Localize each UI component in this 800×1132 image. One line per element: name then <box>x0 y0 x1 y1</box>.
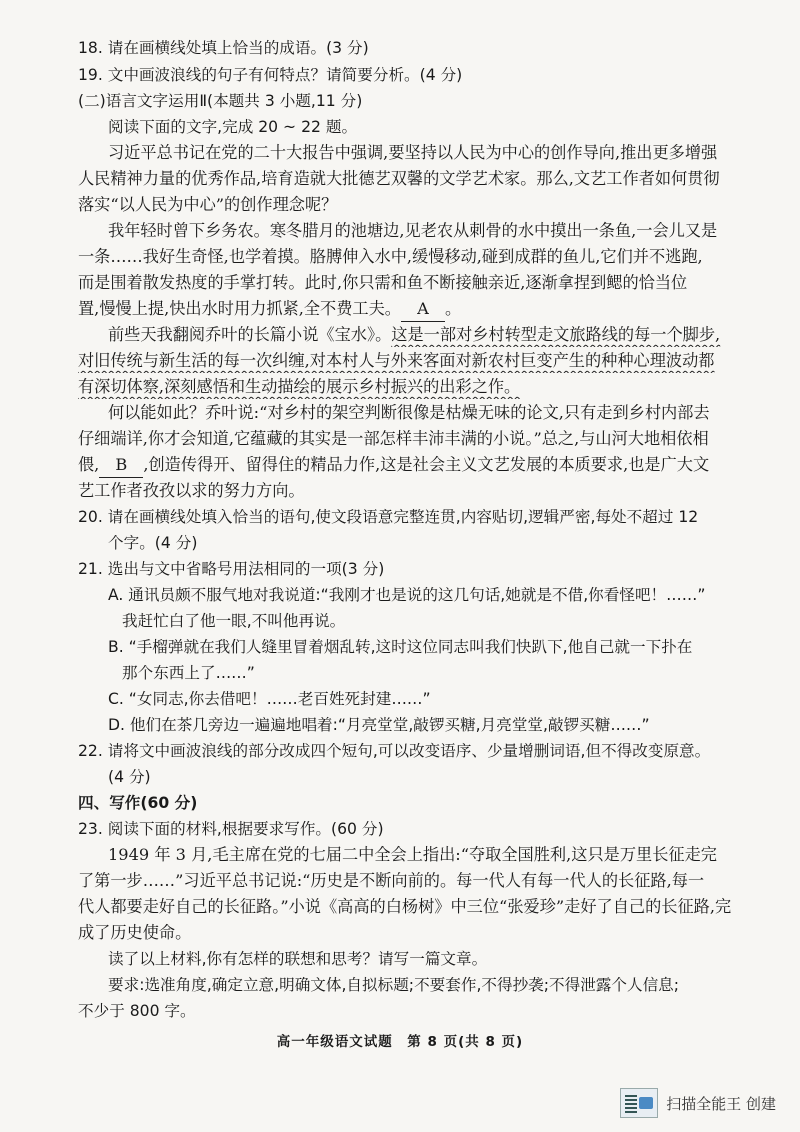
passage-p1-line1: 习近平总书记在党的二十大报告中强调,要坚持以人民为中心的创作导向,推出更多增强 <box>108 143 718 162</box>
passage-p2-line4 <box>78 297 768 322</box>
passage-p3-line1 <box>108 323 768 347</box>
passage-p1-line3: 落实“以人民为中心”的创作理念呢？ <box>78 195 338 214</box>
passage-p4-line4: 艺工作者孜孜以求的努力方向。 <box>78 481 305 500</box>
writing-requirements-line2: 不少于 800 字。 <box>78 1002 196 1020</box>
section-4-heading: 四、写作(60 分) <box>78 794 198 812</box>
question-20-line2: 个字。(4 分) <box>108 534 198 552</box>
passage-p3-line3 <box>78 375 768 399</box>
option-b-line1: B. “手榴弹就在我们人缝里冒着烟乱转,这时这位同志叫我们快趴下,他自己就一下扑在 <box>108 638 693 656</box>
question-20-line1: 20. 请在画横线处填入恰当的语句,使文段语意完整连贯,内容贴切,逻辑严密,每处不超过 12 <box>78 508 699 526</box>
question-18: 18. 请在画横线处填上恰当的成语。(3 分) <box>78 39 369 57</box>
section-2-instruction: 阅读下面的文字,完成 20 ~ 22 题。 <box>108 118 358 136</box>
scanner-watermark <box>620 1088 776 1118</box>
passage-p2-line4-text: 置,慢慢上提,快出水时用力抓紧,全不费工夫。 <box>78 299 401 318</box>
passage-p4-line2: 仔细端详,你才会知道,它蕴藏的其实是一部怎样丰沛丰满的小说。”总之,与山河大地相依相 <box>78 429 709 448</box>
passage-p2-line1: 我年轻时曾下乡务农。寒冬腊月的池塘边,见老农从刺骨的水中摸出一条鱼,一会儿又是 <box>108 221 718 240</box>
question-21-stem: 21. 选出与文中省略号用法相同的一项(3 分) <box>78 560 385 578</box>
material-line1: 1949 年 3 月,毛主席在党的七届二中全会上指出:“夺取全国胜利,这只是万里长征走完 <box>108 845 717 864</box>
material-line3: 代人都要走好自己的长征路。”小说《高高的白杨树》中三位“张爱珍”走好了自己的长征路,完 <box>78 897 732 916</box>
passage-p3-line2 <box>78 349 768 373</box>
writing-requirements-line1: 要求:选准角度,确定立意,明确文体,自拟标题;不要套作,不得抄袭;不得泄露个人信息; <box>108 976 680 994</box>
passage-p1-line2: 人民精神力量的优秀作品,培育造就大批德艺双馨的文学艺术家。那么,文艺工作者如何贯彻 <box>78 169 720 188</box>
section-2-heading: (二)语言文字运用Ⅱ(本题共 3 小题,11 分) <box>78 92 363 110</box>
passage-p2-line3: 而是围着散发热度的手掌打转。此时,你只需和鱼不断接触亲近,逐渐拿捏到鳃的恰当位 <box>78 273 688 292</box>
material-line2: 了第一步……”习近平总书记说:“历史是不断向前的。每一代人有每一代人的长征路,每一 <box>78 871 705 890</box>
option-a-line2: 我赶忙白了他一眼,不叫他再说。 <box>122 612 346 630</box>
option-d: D. 他们在茶几旁边一遍遍地唱着:“月亮堂堂,敲锣买糖,月亮堂堂,敲锣买糖……” <box>108 716 650 734</box>
wavy-sentence-part2: 对旧传统与新生活的每一次纠缠,对本村人与外来客面对新农村巨变产生的种种心理波动都 <box>78 351 715 370</box>
question-22-line2: (4 分) <box>108 768 151 786</box>
option-b-line2: 那个东西上了……” <box>122 664 255 682</box>
wavy-sentence-part1: 这是一部对乡村转型走文旅路线的每一个脚步, <box>391 325 721 344</box>
scanner-logo-icon <box>620 1088 658 1118</box>
blank-a: A <box>401 297 445 322</box>
passage-p4-line3 <box>78 453 768 478</box>
question-23: 23. 阅读下面的材料,根据要求写作。(60 分) <box>78 820 384 838</box>
blank-b: B <box>99 453 143 478</box>
wavy-sentence-part3: 有深切体察,深刻感悟和生动描绘的展示乡村振兴的出彩之作。 <box>78 377 521 396</box>
question-19: 19. 文中画波浪线的句子有何特点？请简要分析。(4 分) <box>78 66 463 84</box>
passage-p4-line1: 何以能如此？乔叶说:“对乡村的架空判断很像是枯燥无味的论文,只有走到乡村内部去 <box>108 403 710 422</box>
passage-p3-start: 前些天我翻阅乔叶的长篇小说《宝水》。 <box>108 325 392 344</box>
passage-p4-post-b: ,创造传得开、留得住的精品力作,这是社会主义文艺发展的本质要求,也是广大文 <box>143 455 710 474</box>
option-a-line1: A. 通讯员颇不服气地对我说道:“我刚才也是说的这几句话,她就是不借,你看怪吧！……” <box>108 586 706 604</box>
writing-prompt: 读了以上材料,你有怎样的联想和思考？请写一篇文章。 <box>108 950 488 968</box>
option-c: C. “女同志,你去借吧！……老百姓死封建……” <box>108 690 431 708</box>
question-22-line1: 22. 请将文中画波浪线的部分改成四个短句,可以改变语序、少量增删词语,但不得改变原意。 <box>78 742 711 760</box>
blank-a-period: 。 <box>445 299 462 318</box>
material-line4: 成了历史使命。 <box>78 923 192 942</box>
passage-p4-pre-b: 偎, <box>78 455 100 474</box>
watermark-text: 扫描全能王 创建 <box>666 1094 776 1113</box>
page-footer: 高一年级语文试题 第 8 页(共 8 页) <box>276 1034 524 1050</box>
passage-p2-line2: 一条……我好生奇怪,也学着摸。胳膊伸入水中,缓慢移动,碰到成群的鱼儿,它们并不逃跑, <box>78 247 703 266</box>
